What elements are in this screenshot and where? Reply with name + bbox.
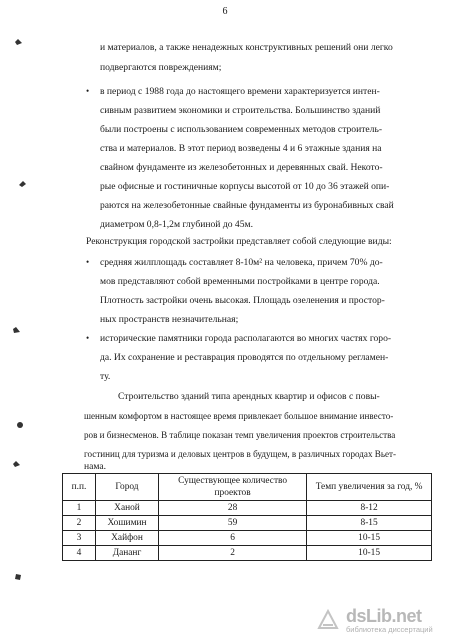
- text-line: ту.: [100, 371, 111, 382]
- margin-mark: [16, 421, 25, 429]
- margin-mark: [14, 38, 23, 46]
- table-cell: 10-15: [307, 531, 432, 546]
- watermark-badge-icon: [316, 608, 340, 630]
- text-line: нама.: [84, 461, 107, 472]
- table-cell: 6: [158, 531, 306, 546]
- margin-mark: [18, 180, 27, 188]
- watermark-subtitle: библиотека диссертаций: [346, 625, 433, 634]
- table-cell: 2: [63, 516, 96, 531]
- table-row: [63, 531, 432, 546]
- margin-mark: [14, 573, 23, 581]
- text-line: и материалов, а также ненадежных конструктивных решений они легко: [100, 42, 393, 53]
- table-row: [63, 516, 432, 531]
- text-line: раются на железобетонные свайные фундаменты из буронабивных свай: [100, 200, 394, 211]
- table-row: [63, 501, 432, 516]
- text-line: свайном фундаменте из железобетонных и деревянных свай. Некото-: [100, 162, 383, 173]
- table-header-row: [63, 474, 432, 501]
- watermark-logo: dsLib.net: [346, 606, 422, 626]
- bullet: •: [86, 333, 90, 343]
- text-line: Плотность застройки очень высокая. Площадь озеленения и простор-: [100, 295, 385, 306]
- table-cell: Хайфон: [96, 531, 159, 546]
- text-line: сивным развитием экономики и строительства. Большинство зданий: [100, 105, 381, 116]
- watermark: [316, 606, 436, 634]
- margin-mark: [12, 460, 21, 468]
- page-number: 6: [222, 6, 228, 17]
- table-cell: 3: [63, 531, 96, 546]
- table-cell: Хошимин: [96, 516, 159, 531]
- text-line: ных пространств незначительная;: [100, 314, 239, 325]
- text-line: подвергаются повреждениям;: [100, 62, 222, 73]
- text-line: Реконструкция городской застройки представляет собой следующие виды:: [86, 236, 392, 247]
- table-cell: 2: [158, 546, 306, 561]
- table-cell: 1: [63, 501, 96, 516]
- bullet: •: [86, 257, 90, 267]
- text-line: гостиниц для туризма и деловых центров в будущем, в различных городах Вьет-: [84, 449, 397, 459]
- table-header-cell: Существующее количество проектов: [158, 474, 306, 501]
- table-cell: 4: [63, 546, 96, 561]
- text-line: мов представляют собой временными постройками в центре города.: [100, 276, 380, 287]
- text-line: средняя жилплощадь составляет 8-10м² на человека, причем 70% до-: [100, 257, 383, 268]
- table-header-cell: Город: [96, 474, 159, 501]
- table-cell: 8-15: [307, 516, 432, 531]
- text-line: да. Их сохранение и реставрация проводятся по отдельному регламен-: [100, 352, 389, 363]
- text-line: диаметром 0,8-1,2м глубиной до 45м.: [100, 219, 253, 230]
- margin-mark: [12, 326, 21, 334]
- text-line: рые офисные и гостиничные корпусы высотой от 10 до 36 этажей опи-: [100, 181, 390, 192]
- table-header-cell: Темп увеличения за год, %: [307, 474, 432, 501]
- table-cell: 10-15: [307, 546, 432, 561]
- table-cell: 59: [158, 516, 306, 531]
- bullet: •: [86, 86, 90, 96]
- text-line: ров и бизнесменов. В таблице показан темп увеличения проектов строительства: [84, 430, 396, 440]
- text-line: ства и материалов. В этот период возведены 4 и 6 этажные здания на: [100, 143, 382, 154]
- table-header-cell: п.п.: [63, 474, 96, 501]
- text-line: были построены с использованием современных методов строитель-: [100, 124, 383, 135]
- text-line: шенным комфортом в настоящее время привлекает большое внимание инвесто-: [84, 411, 394, 421]
- table-cell: 8-12: [307, 501, 432, 516]
- projects-table: [62, 473, 432, 561]
- table-cell: 28: [158, 501, 306, 516]
- table-row: [63, 546, 432, 561]
- table-cell: Ханой: [96, 501, 159, 516]
- text-line: Строительство зданий типа арендных квартир и офисов с повы-: [118, 391, 380, 402]
- text-line: в период с 1988 года до настоящего времени характеризуется интен-: [100, 86, 380, 97]
- table-cell: Дананг: [96, 546, 159, 561]
- text-line: исторические памятники города располагаются во многих частях горо-: [100, 333, 392, 344]
